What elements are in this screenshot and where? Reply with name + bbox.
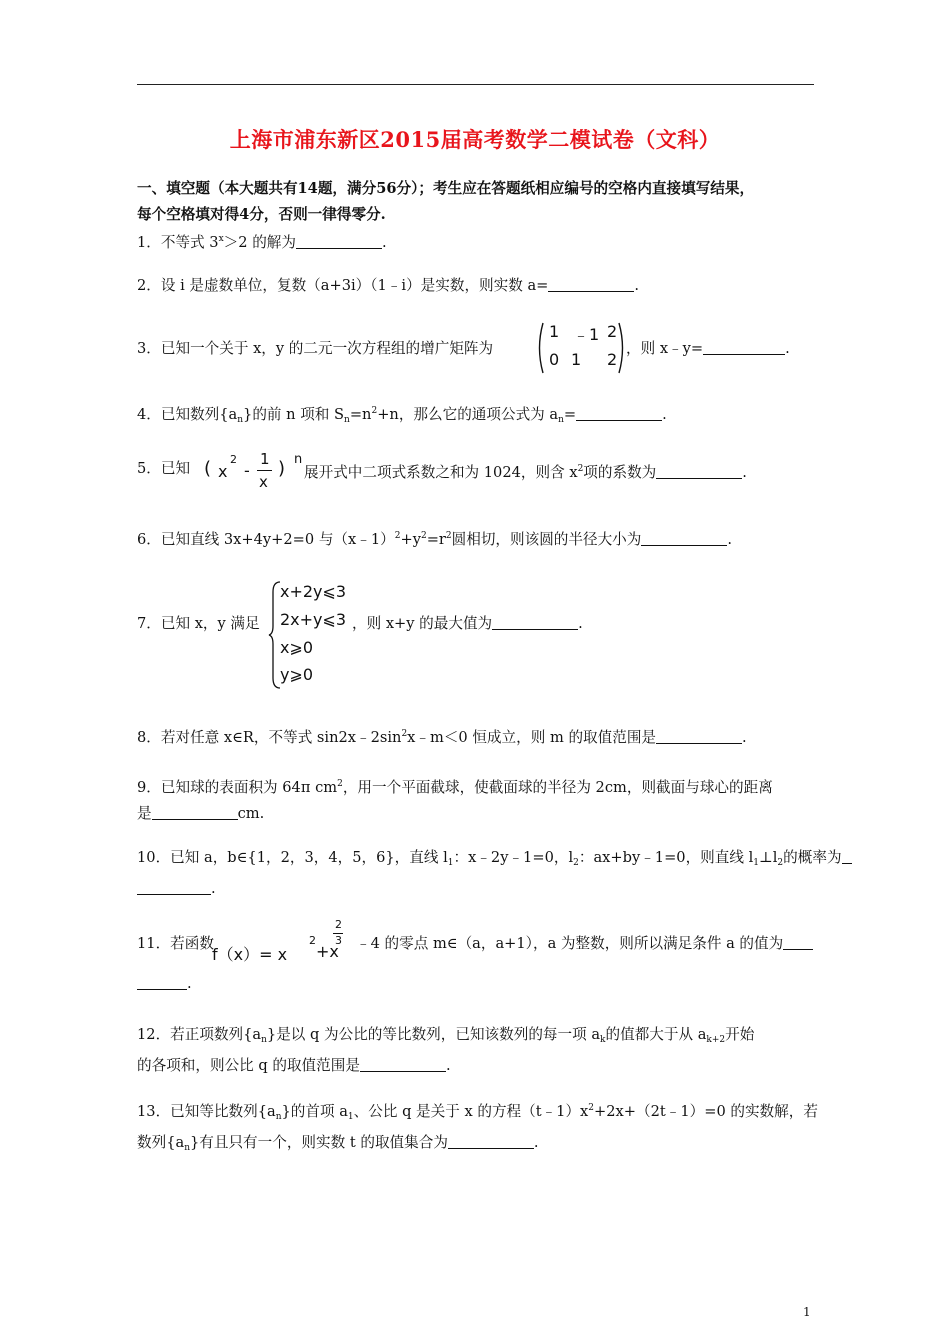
question-9: 9．已知球的表面积为 64π $cm^2$，用一个平面截球，使截面球的半径为 2cm，则截面与球心的距离 是 cm. bbox=[137, 779, 773, 822]
matrix-cell: 2 bbox=[607, 350, 618, 369]
question-2: 2．设 i 是虚数单位，复数（a+3i）（1﹣i）是实数，则实数 a= . bbox=[137, 277, 640, 294]
question-8: 8．若对任意 x∈R，不等式 $\sin 2x﹣2\sin^2x﹣m<0$ 恒成立，则 m 的取值范围是 . bbox=[137, 729, 747, 746]
question-6: 6．已知直线 3x+4y+2=0 与$(x﹣1)^2+y^2=r^2$圆相切，则该圆的半径大小为 . bbox=[137, 531, 733, 548]
question-11: 11．若函数 bbox=[137, 935, 214, 952]
answer-blank-1[interactable] bbox=[296, 232, 382, 249]
section-heading bbox=[137, 176, 817, 228]
answer-blank-3[interactable] bbox=[703, 338, 785, 355]
matrix-cell: 1 bbox=[571, 350, 582, 369]
question-7: 7．已知 x，y 满足 bbox=[137, 615, 260, 632]
answer-blank-13[interactable] bbox=[448, 1132, 534, 1149]
question-7-tail: ，则 x+y 的最大值为 . bbox=[352, 615, 583, 632]
matrix-cell: ﹣1 bbox=[573, 325, 600, 344]
question-4: 4．已知数列$\{a_n\}$的前 n 项和 $S_n=n^2+n$，那么它的通项公式为 $a_n=$ . bbox=[137, 406, 667, 425]
question-1: 1．不等式 $3^x>2$ 的解为 . bbox=[137, 234, 387, 251]
answer-blank-6[interactable] bbox=[641, 529, 727, 546]
question-11-line2: . bbox=[137, 971, 817, 997]
function-expression: f（x）= x 2 +x 2 3 bbox=[212, 918, 342, 964]
augmented-matrix bbox=[535, 320, 627, 376]
answer-blank-7[interactable] bbox=[492, 613, 578, 630]
answer-blank-4[interactable] bbox=[576, 404, 662, 421]
answer-blank-5[interactable] bbox=[656, 462, 742, 479]
fraction-bar bbox=[257, 470, 272, 471]
answer-blank-12[interactable] bbox=[360, 1055, 446, 1072]
constraint-2: 2x+y⩽3 bbox=[280, 610, 347, 629]
question-13: 13．已知等比数列$\{a_n\}$的首项 $a_1$、公比 q 是关于 x 的方程$(t﹣1)x^2+2x+(2t﹣1)=0$ 的实数解，若 数列$\{a_n\}$有且只有一个，则实数 t 的取值集合为 . bbox=[137, 1103, 818, 1153]
answer-blank-10[interactable] bbox=[137, 878, 211, 895]
question-5: 5．已知 bbox=[137, 460, 191, 477]
top-rule bbox=[137, 84, 814, 85]
matrix-cell: 0 bbox=[549, 350, 560, 369]
question-12: 12．若正项数列$\{a_n\}$是以 q 为公比的等比数列，已知该数列的每一项 $a_k$的值都大于从 $a_{k+2}$开始 的各项和，则公比 q 的取值范围是 . bbox=[137, 1026, 755, 1074]
answer-blank-11[interactable] bbox=[137, 973, 187, 990]
constraint-3: x⩾0 bbox=[280, 638, 314, 657]
question-11-tail: ﹣4 的零点 m∈（a，a+1），a 为整数，则所以满足条件 a 的值为 bbox=[356, 931, 826, 957]
section-line-2: 每个空格填对得4分，否则一律得零分. bbox=[137, 206, 386, 223]
answer-blank-8[interactable] bbox=[656, 727, 742, 744]
answer-blank-2[interactable] bbox=[548, 275, 634, 292]
matrix-cell: 1 bbox=[549, 322, 560, 341]
binomial-expression: ( x 2 - 1 x ) n bbox=[204, 450, 303, 491]
inequality-system bbox=[268, 580, 360, 690]
answer-blank-9[interactable] bbox=[152, 803, 238, 820]
section-line-1: 一、填空题（本大题共有14题，满分56分）；考生应在答题纸相应编号的空格内直接填写结果， bbox=[137, 180, 755, 197]
matrix-cell: 2 bbox=[607, 322, 618, 341]
constraint-4: y⩾0 bbox=[280, 665, 314, 684]
question-5-tail: 展开式中二项式系数之和为 1024，则含 $x^2$项的系数为 . bbox=[304, 464, 747, 481]
page-number: 1 bbox=[803, 1305, 811, 1319]
constraint-1: x+2y⩽3 bbox=[280, 582, 347, 601]
page-title: 上海市浦东新区2015届高考数学二模试卷（文科） bbox=[229, 127, 721, 152]
question-3-tail: ，则 x﹣y= . bbox=[626, 340, 790, 357]
question-3: 3．已知一个关于 x，y 的二元一次方程组的增广矩阵为 bbox=[137, 340, 494, 357]
question-10: 10．已知 a，b∈{1，2，3，4，5，6}，直线 $l_1$：x﹣2y﹣1=0，$l_2$：ax+by﹣1=0，则直线 $l_1\perp l_2$的概率为 . bbox=[137, 845, 817, 902]
